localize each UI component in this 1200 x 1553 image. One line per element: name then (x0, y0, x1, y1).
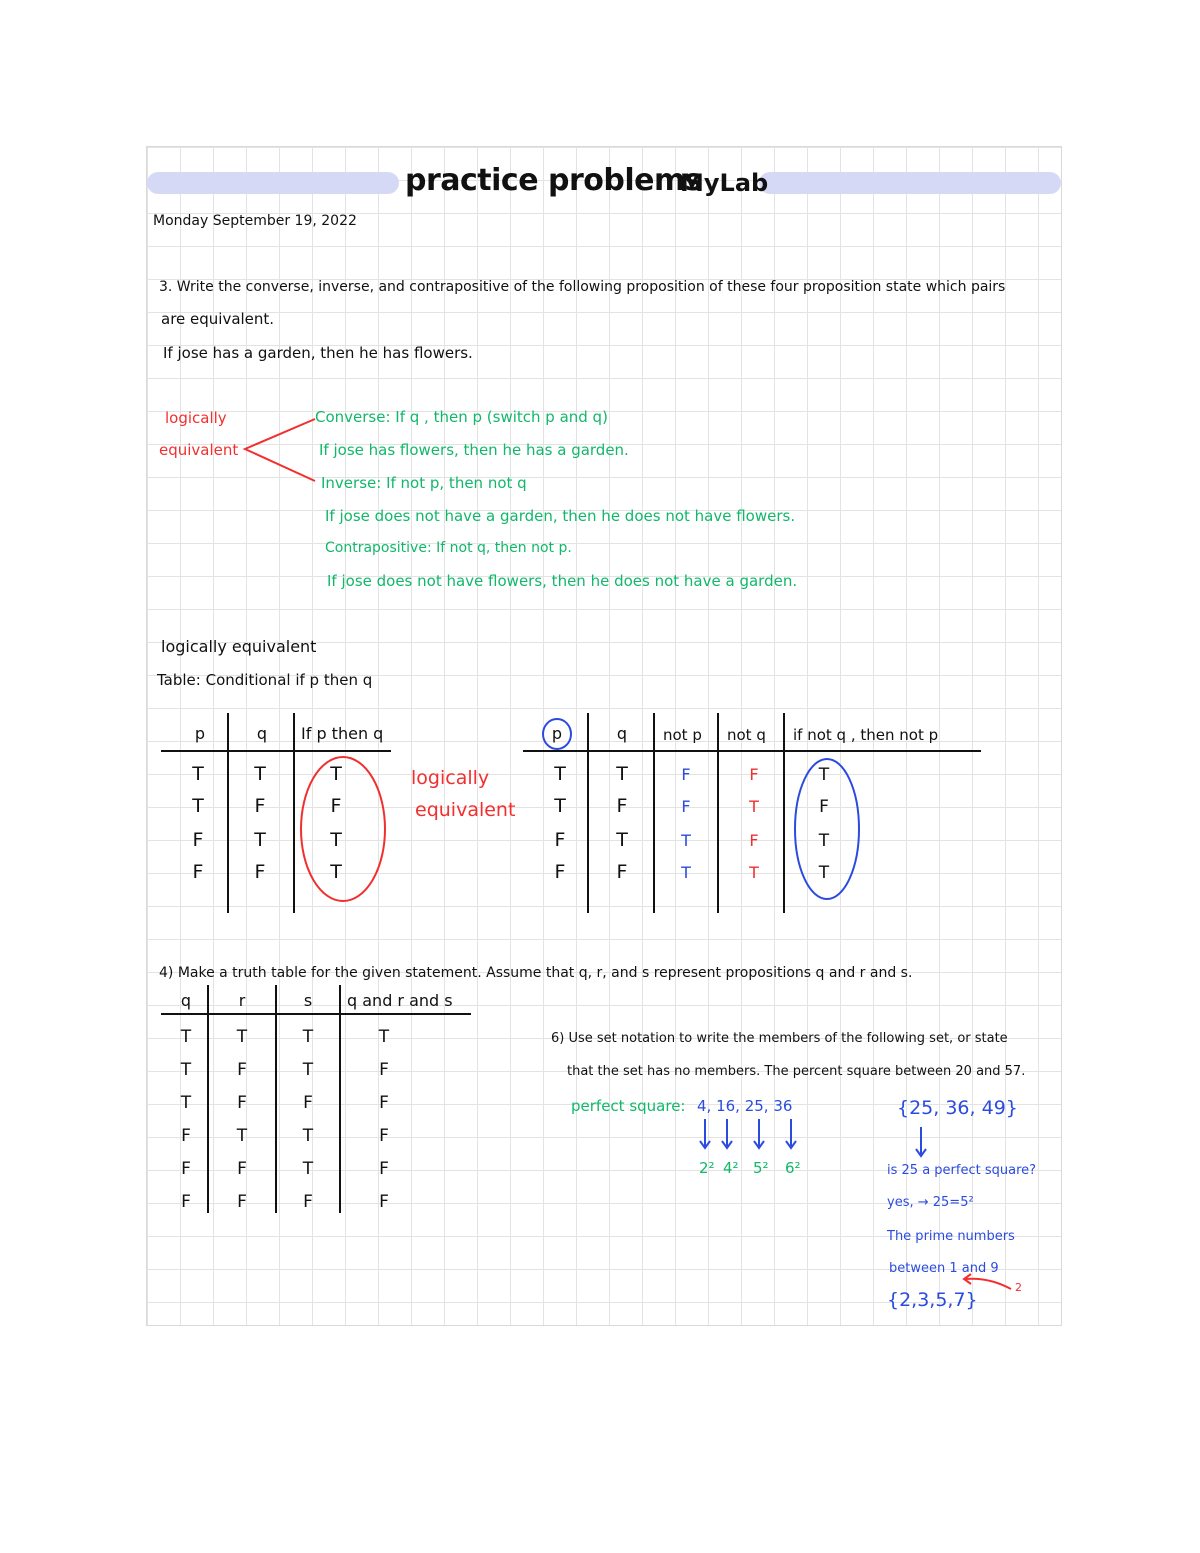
table2-header-rule (523, 750, 981, 752)
table2-cell: F (554, 829, 566, 851)
table2-cell: F (819, 797, 829, 817)
table3-divider-3 (339, 985, 341, 1213)
perfect-square-answer: yes, → 25=5² (887, 1195, 974, 1210)
table3-cell: T (180, 1027, 192, 1047)
prime-note: 2 (1015, 1281, 1022, 1294)
table3-cell: T (302, 1027, 314, 1047)
perfect-square-label: perfect square: (571, 1097, 686, 1115)
perfect-squares-list: 4, 16, 25, 36 (697, 1097, 793, 1115)
table2-divider-2 (653, 713, 655, 913)
table3-cell: F (181, 1192, 191, 1212)
table3-cell: F (181, 1126, 191, 1146)
power-2-squared: 2² (699, 1159, 715, 1177)
table1-cell: F (192, 829, 204, 851)
notebook-page (146, 146, 1062, 1326)
table3-header-s: s (303, 991, 313, 1010)
table2-divider-4 (783, 713, 785, 913)
table3-cell: T (378, 1027, 390, 1047)
table2-cell: T (616, 829, 628, 851)
table3-cell: F (303, 1192, 313, 1212)
table1-header-if-p-then-q: If p then q (301, 724, 384, 743)
table3-divider-2 (275, 985, 277, 1213)
table2-divider-1 (587, 713, 589, 913)
page-title: practice problems (405, 163, 703, 198)
problem3-prompt-line2: are equivalent. (161, 310, 275, 328)
down-arrows-icon (695, 1117, 805, 1153)
blue-circle-icon (791, 755, 863, 903)
table1-cell: T (192, 795, 204, 817)
table1-cell: T (330, 861, 342, 883)
table1-cell: T (254, 763, 266, 785)
table2-cell: T (616, 763, 628, 785)
table2-cell: F (616, 861, 628, 883)
bracket-arrow-icon (239, 415, 319, 487)
table2-cell: F (749, 831, 759, 850)
problem3-prompt-line1: 3. Write the converse, inverse, and contrapositive of the following proposition of these four proposition state which pairs (159, 279, 1006, 295)
contrapositive-text: If jose does not have flowers, then he does not have a garden. (327, 572, 798, 590)
table3-cell: F (379, 1159, 389, 1179)
contrapositive-label: Contrapositive: If not q, then not p. (325, 540, 572, 556)
title-band-left (147, 172, 399, 194)
table3-cell: F (379, 1060, 389, 1080)
tables-heading: logically equivalent (161, 637, 317, 656)
set-answer: {25, 36, 49} (897, 1097, 1018, 1119)
down-arrow-icon (913, 1125, 929, 1159)
problem6-prompt-line2: that the set has no members. The percent square between 20 and 57. (567, 1064, 1026, 1079)
table3-header-q: q (180, 991, 192, 1010)
power-5-squared: 5² (753, 1159, 769, 1177)
table3-header-q-and-r-and-s: q and r and s (347, 991, 453, 1010)
table2-cell: F (681, 765, 691, 784)
problem6-prompt-line1: 6) Use set notation to write the members of the following set, or state (551, 1031, 1008, 1046)
table3-cell: T (302, 1159, 314, 1179)
table3-cell: F (303, 1093, 313, 1113)
table2-cell: T (749, 797, 759, 816)
table3-cell: T (180, 1093, 192, 1113)
table2-header-p: p (551, 724, 563, 743)
table2-header-if-not-q-then-not-p: if not q , then not p (793, 726, 939, 744)
table2-cell: T (818, 765, 830, 785)
table2-header-q: q (616, 724, 628, 743)
table2-cell: T (818, 831, 830, 851)
page-date: Monday September 19, 2022 (153, 213, 357, 229)
red-circle-icon (297, 753, 389, 905)
table2-divider-3 (717, 713, 719, 913)
table2-cell: F (681, 797, 691, 816)
table2-cell: T (749, 863, 759, 882)
table1-divider-2 (293, 713, 295, 913)
table3-cell: F (379, 1093, 389, 1113)
table1-header-rule (161, 750, 391, 752)
table1-cell: F (330, 795, 342, 817)
table2-cell: T (554, 795, 566, 817)
table1-cell: T (192, 763, 204, 785)
table2-cell: T (681, 831, 691, 850)
table3-divider-1 (207, 985, 209, 1213)
table3-cell: F (379, 1126, 389, 1146)
table3-cell: T (180, 1060, 192, 1080)
table2-cell: F (749, 765, 759, 784)
table3-cell: T (302, 1060, 314, 1080)
perfect-square-question: is 25 a perfect square? (887, 1163, 1037, 1178)
power-6-squared: 6² (785, 1159, 801, 1177)
table3-cell: F (237, 1192, 247, 1212)
table1-header-p: p (194, 724, 206, 743)
converse-label: Converse: If q , then p (switch p and q) (315, 408, 608, 426)
table1-cell: T (330, 829, 342, 851)
prime-numbers-line1: The prime numbers (887, 1229, 1015, 1244)
title-band-right (759, 172, 1061, 194)
table1-cell: F (254, 795, 266, 817)
page-title-suffix: MyLab (680, 169, 769, 197)
table2-header-not-q: not q (727, 726, 766, 744)
table3-header-r: r (238, 991, 246, 1010)
table3-cell: F (181, 1159, 191, 1179)
problem4-prompt: 4) Make a truth table for the given statement. Assume that q, r, and s represent propositions q and r and s. (159, 965, 913, 981)
table2-cell: F (554, 861, 566, 883)
tables-caption: Table: Conditional if p then q (157, 671, 373, 689)
table3-cell: T (236, 1126, 248, 1146)
power-4-squared: 4² (723, 1159, 739, 1177)
table3-cell: T (302, 1126, 314, 1146)
middle-logically-label: logically (411, 767, 490, 789)
table2-cell: T (554, 763, 566, 785)
table1-cell: T (254, 829, 266, 851)
table3-cell: F (237, 1093, 247, 1113)
table2-cell: T (681, 863, 691, 882)
table1-header-q: q (256, 724, 268, 743)
table2-cell: T (818, 863, 830, 883)
problem3-proposition: If jose has a garden, then he has flowers. (163, 344, 473, 362)
inverse-label: Inverse: If not p, then not q (321, 474, 527, 492)
prime-numbers-line2: between 1 and 9 (889, 1261, 999, 1276)
table1-cell: F (254, 861, 266, 883)
middle-equivalent-label: equivalent (415, 799, 516, 821)
table2-header-not-p: not p (663, 726, 702, 744)
table1-cell: F (192, 861, 204, 883)
table3-cell: F (237, 1060, 247, 1080)
converse-text: If jose has flowers, then he has a garden. (319, 441, 629, 459)
logically-label: logically (165, 409, 227, 427)
table1-cell: T (330, 763, 342, 785)
table3-cell: T (236, 1027, 248, 1047)
prime-set: {2,3,5,7} (887, 1289, 978, 1311)
table3-cell: F (379, 1192, 389, 1212)
table1-divider-1 (227, 713, 229, 913)
equivalent-label: equivalent (159, 441, 239, 459)
table2-cell: F (616, 795, 628, 817)
table3-cell: F (237, 1159, 247, 1179)
inverse-text: If jose does not have a garden, then he does not have flowers. (325, 507, 796, 525)
